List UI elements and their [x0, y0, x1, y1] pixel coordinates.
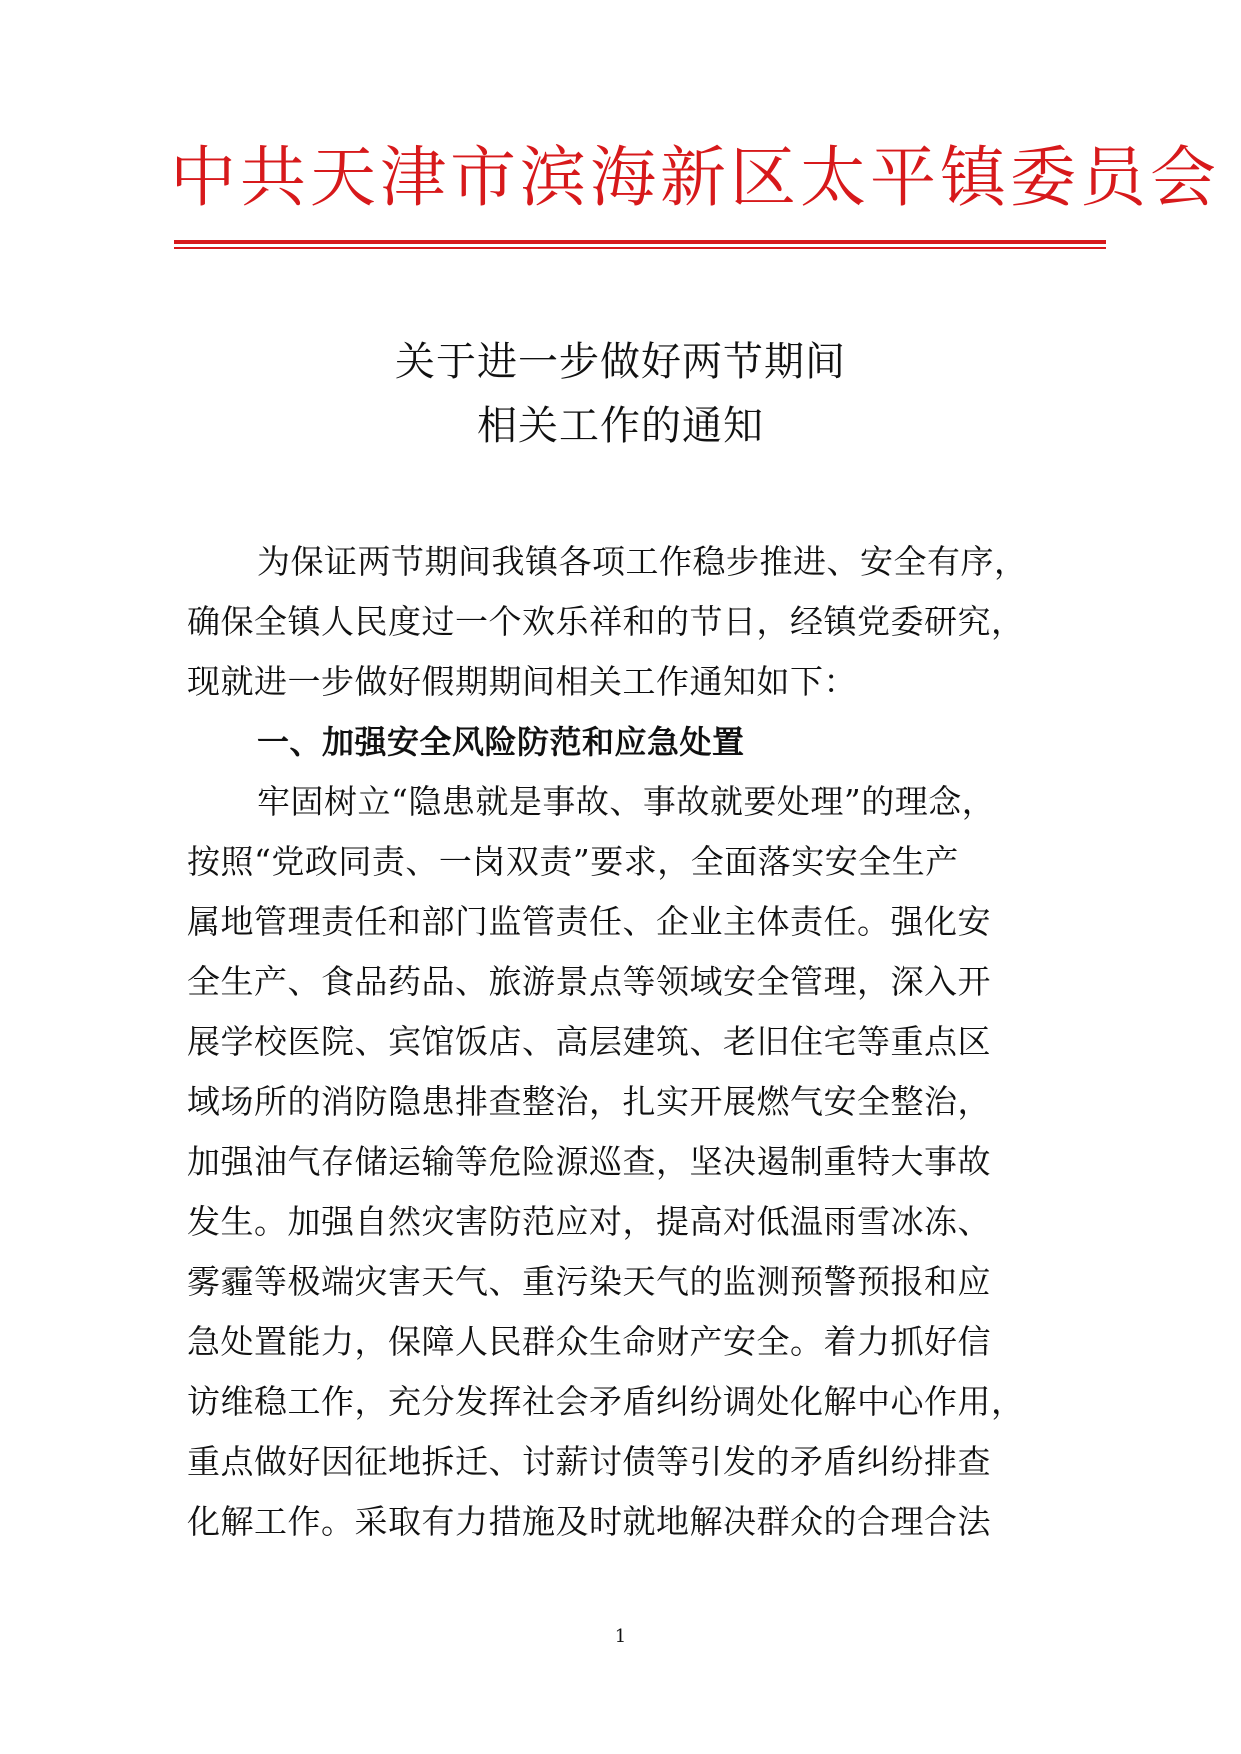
page-number: 1 — [614, 1626, 627, 1647]
document-body — [187, 532, 1047, 1552]
section-1-line: 牢固树立“隐患就是事故、事故就要处理”的理念， — [257, 782, 996, 821]
section-1-line: 按照“党政同责、一岗双责”要求，全面落实安全生产 — [187, 842, 959, 881]
document-title-line-2: 相关工作的通知 — [477, 403, 764, 449]
masthead-organization-title: 中共天津市滨海新区太平镇委员会 — [170, 139, 1220, 216]
intro-line: 现就进一步做好假期期间相关工作通知如下： — [187, 662, 857, 701]
intro-line: 为保证两节期间我镇各项工作稳步推进、安全有序， — [257, 542, 1028, 581]
section-1-line: 域场所的消防隐患排查整治，扎实开展燃气安全整治， — [187, 1082, 991, 1121]
document-title-line-1: 关于进一步做好两节期间 — [395, 339, 846, 385]
section-1-line: 全生产、食品药品、旅游景点等领域安全管理，深入开 — [187, 962, 991, 1001]
document-title — [0, 330, 1241, 458]
section-1-line: 重点做好因征地拆迁、讨薪讨债等引发的矛盾纠纷排查 — [187, 1442, 991, 1481]
section-1-line: 雾霾等极端灾害天气、重污染天气的监测预警预报和应 — [187, 1262, 991, 1301]
section-1-line: 属地管理责任和部门监管责任、企业主体责任。强化安 — [187, 902, 991, 941]
section-1-heading: 一、加强安全风险防范和应急处置 — [257, 723, 745, 761]
intro-line: 确保全镇人民度过一个欢乐祥和的节日，经镇党委研究， — [187, 602, 1025, 641]
section-1-line: 化解工作。采取有力措施及时就地解决群众的合理合法 — [187, 1502, 991, 1541]
masthead-red-rule-thin — [174, 247, 1106, 249]
section-1-line: 展学校医院、宾馆饭店、高层建筑、老旧住宅等重点区 — [187, 1022, 991, 1061]
section-1-line: 发生。加强自然灾害防范应对，提高对低温雨雪冰冻、 — [187, 1202, 991, 1241]
masthead-red-rule-thick — [174, 240, 1106, 244]
section-1-line: 急处置能力，保障人民群众生命财产安全。着力抓好信 — [187, 1322, 991, 1361]
section-1-line: 加强油气存储运输等危险源巡查，坚决遏制重特大事故 — [187, 1142, 991, 1181]
section-1-line: 访维稳工作，充分发挥社会矛盾纠纷调处化解中心作用， — [187, 1382, 1025, 1421]
